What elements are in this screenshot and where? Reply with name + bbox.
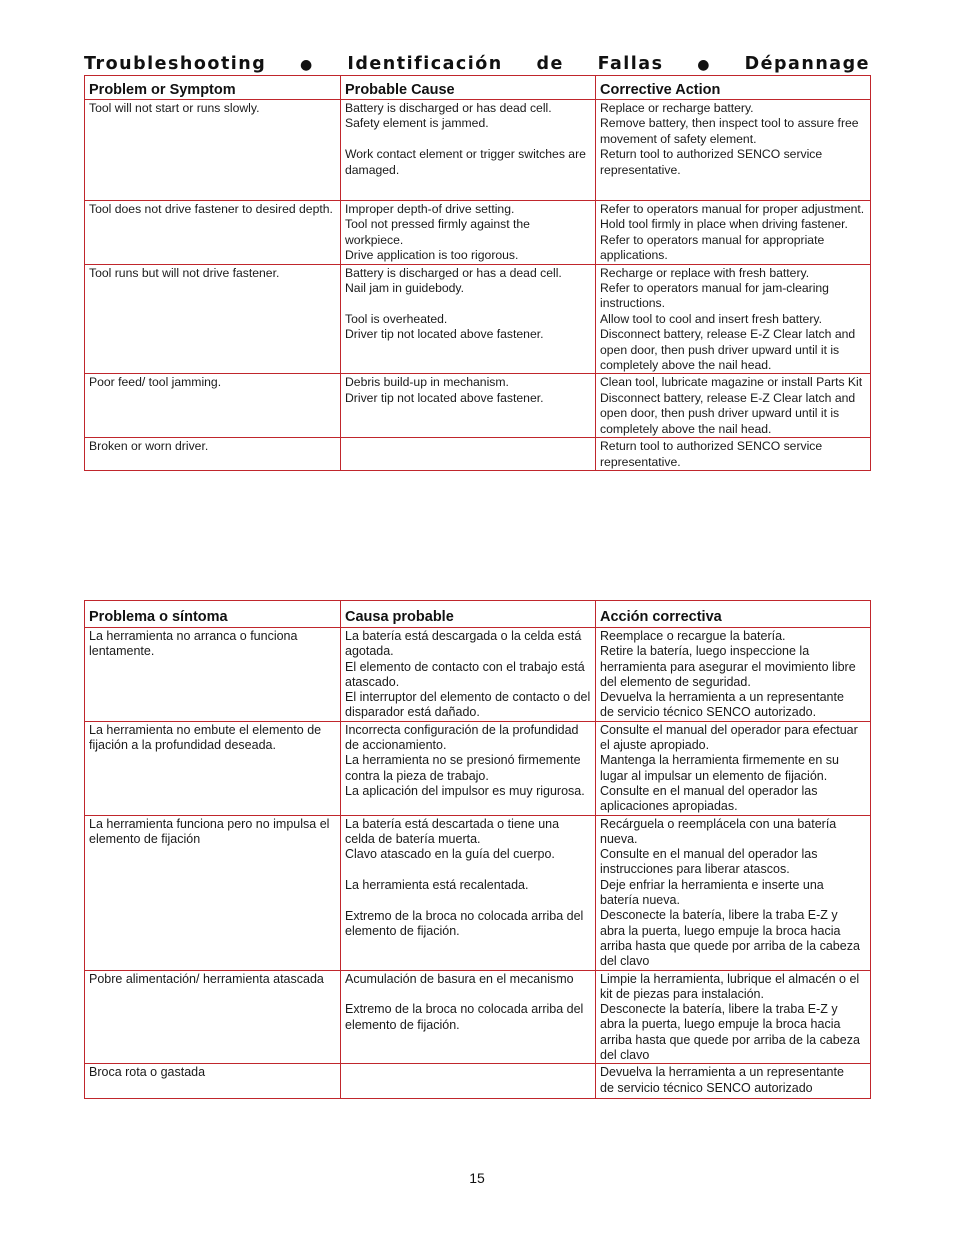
cell-text-line: Desconecte la batería, libere la traba E-Z y [600,1002,838,1017]
header-action: Acción correctiva [596,601,871,628]
cell-text-line: Reemplace o recargue la batería. [600,629,786,643]
cause-cell [341,374,596,438]
cause-cell [341,628,596,722]
cell-text-line: Disconnect battery, release E-Z Clear latch and [600,390,856,405]
heading-separator-2: ● [697,57,711,73]
action-cell [596,201,871,265]
cell-text-line: Mantenga la herramienta firmemente en su [600,753,840,768]
cell-text-line: Tool will not start or runs slowly. [89,101,260,115]
blank-line [345,132,591,147]
cell-text-line: Poor feed/ tool jamming. [89,375,222,390]
action-cell [596,815,871,970]
cell-text-line: La aplicación del impulsor es muy rigurosa. [345,783,585,798]
table-row [85,201,871,265]
table-row [85,815,871,970]
cell-text-line: abra la puerta, luego empuje la broca hacia [600,923,841,938]
table-row [85,100,871,201]
header-action: Corrective Action [596,76,871,100]
cell-text-line: Driver tip not located above fastener. [345,390,544,405]
cell-text-line: Allow tool to cool and insert fresh battery. [600,311,822,326]
cell-text-line: fijación a la profundidad deseada. [89,738,276,753]
cell-text-line: abra la puerta, luego empuje la broca hacia [600,1017,841,1032]
cell-text-line: open door, then push driver upward until it is [600,406,840,421]
cell-text-line: nueva. [600,831,638,846]
problem-cell [85,628,341,722]
cell-text-line: Refer to operators manual for appropriate [600,232,825,247]
cell-text-line: Remove battery, then inspect tool to assure free [600,116,859,131]
cell-text-line: Clavo atascado en la guía del cuerpo. [345,847,555,862]
cell-text-line: instructions. [600,296,666,311]
cell-text-line: Improper depth-of drive setting. [345,202,515,216]
cell-text-line: Incorrecta configuración de la profundidad [345,722,579,737]
cell-text-line: Debris build-up in mechanism. [345,375,509,390]
cell-text-line: Battery is discharged or has dead cell. [345,101,552,115]
problem-cell [85,264,341,374]
cell-text-line: instrucciones para liberar atascos. [600,862,790,877]
table-body [85,100,871,471]
action-cell [596,100,871,201]
cell-text-line: Return tool to authorized SENCO service [600,439,823,454]
table-row [85,1064,871,1099]
problem-cell [85,374,341,438]
cell-text-line: Drive application is too rigorous. [345,248,519,263]
heading-identificacion: Identificación [347,54,503,74]
heading-separator-1: ● [299,57,314,73]
cell-text-line: open door, then push driver upward until it is [600,342,840,357]
problem-cell [85,201,341,265]
cell-text-line: Tool is overheated. [345,311,448,326]
cell-text-line: Recárguela o reemplácela con una batería [600,816,837,831]
cell-text-line: arriba hasta que quede por arriba de la cabeza [600,938,860,953]
table-row [85,438,871,471]
cell-text-line: representative. [600,454,681,469]
cell-text-line: Return tool to authorized SENCO service [600,147,823,162]
cause-cell [341,264,596,374]
header-cause: Probable Cause [341,76,596,100]
problem-cell [85,100,341,201]
cell-text-line: Tool not pressed firmly against the workpiece. [345,217,530,247]
table-row [85,264,871,374]
cell-text-line: Refer to operators manual for proper adjustment. [600,202,865,216]
cell-text-line: La herramienta está recalentada. [345,877,529,892]
cell-text-line: Deje enfriar la herramienta e inserte una [600,877,824,892]
table-header-row [85,601,871,628]
cell-text-line: celda de batería muerta. [345,831,481,846]
cause-cell [341,721,596,815]
cell-text-line: kit de piezas para instalación. [600,986,764,1001]
cell-text-line: La herramienta no embute el elemento de [89,722,322,737]
cell-text-line: Desconecte la batería, libere la traba E-Z y [600,908,838,923]
cell-text-line: applications. [600,248,668,263]
action-cell [596,264,871,374]
cell-text-line: batería nueva. [600,893,680,908]
cell-text-line: completely above the nail head. [600,358,772,373]
blank-line [345,987,591,1002]
cell-text-line: de servicio técnico SENCO autorizado [600,1080,813,1095]
cell-text-line: Devuelva la herramienta a un representante [600,1065,844,1080]
cell-text-line: Extremo de la broca no colocada arriba del [345,908,584,923]
cell-text-line: agotada. [345,644,394,659]
table-row [85,970,871,1064]
troubleshooting-table-spanish [84,600,871,1099]
cell-text-line: lentamente. [89,644,155,659]
heading-depannage: Dépannage [744,54,870,74]
cell-text-line: Acumulación de basura en el mecanismo [345,971,574,986]
cell-text-line: del clavo [600,1048,650,1063]
cell-text-line: Consulte en el manual del operador las [600,847,818,862]
cause-cell [341,815,596,970]
blank-line [345,893,591,908]
cell-text-line: La batería está descartada o tiene una [345,816,560,831]
table-row [85,721,871,815]
heading-fallas: Fallas [597,54,664,74]
action-cell [596,628,871,722]
table-row [85,374,871,438]
table-row [85,628,871,722]
cell-text-line: el ajuste apropiado. [600,738,710,753]
cell-text-line: Disconnect battery, release E-Z Clear latch and [600,327,856,342]
problem-cell [85,1064,341,1099]
cell-text-line: Tool does not drive fastener to desired depth. [89,202,333,216]
cell-text-line: aplicaciones apropiadas. [600,799,738,814]
cell-text-line: de accionamiento. [345,738,447,753]
cell-text-line: Limpie la herramienta, lubrique el almacén o el [600,971,860,986]
cell-text-line: Tool runs but will not drive fastener. [89,265,280,280]
cell-text-line: Refer to operators manual for jam-clearing [600,281,829,296]
cell-text-line: disparador está dañado. [345,705,480,720]
cell-text-line: Extremo de la broca no colocada arriba del [345,1002,584,1017]
cell-text-line: Broca rota o gastada [89,1065,206,1080]
header-problem: Problema o síntoma [85,601,341,628]
cell-text-line: damaged. [345,162,400,177]
cell-text-line: elemento de fijación. [345,923,460,938]
cell-text-line: Safety element is jammed. [345,116,489,131]
blank-line [345,296,591,311]
cell-text-line: completely above the nail head. [600,421,772,436]
cell-text-line: herramienta para asegurar el movimiento libre [600,659,856,674]
problem-cell [85,721,341,815]
cell-text-line: elemento de fijación. [345,1017,460,1032]
cell-text-line: Driver tip not located above fastener. [345,327,544,342]
cell-text-line: La herramienta no se presionó firmemente [345,753,581,768]
blank-line [345,862,591,877]
cell-text-line: arriba hasta que quede por arriba de la cabeza [600,1032,860,1047]
heading-de: de [536,54,564,74]
table-body [85,628,871,1099]
cell-text-line: del elemento de seguridad. [600,674,751,689]
cell-text-line: de servicio técnico SENCO autorizado. [600,705,817,720]
cell-text-line: del clavo [600,954,650,969]
cell-text-line: atascado. [345,674,400,689]
problem-cell [85,438,341,471]
cause-cell [341,970,596,1064]
cell-text-line: La herramienta funciona pero no impulsa el [89,816,330,831]
cell-text-line: La batería está descargada o la celda está [345,629,582,643]
cell-text-line: Devuelva la herramienta a un representante [600,690,844,705]
header-problem: Problem or Symptom [85,76,341,100]
cell-text-line: Battery is discharged or has a dead cell. [345,265,562,280]
cell-text-line: Nail jam in guidebody. [345,281,465,296]
cause-cell [341,438,596,471]
problem-cell [85,970,341,1064]
cell-text-line: Consulte en el manual del operador las [600,783,818,798]
cell-text-line: movement of safety element. [600,131,757,146]
page-heading [84,54,870,74]
cell-text-line: Replace or recharge battery. [600,101,754,115]
cell-text-line: lugar al impulsar un elemento de fijación. [600,768,828,783]
cell-text-line: El elemento de contacto con el trabajo está [345,659,585,674]
cause-cell [341,100,596,201]
page-number: 15 [469,1170,485,1186]
table-header-row [85,76,871,100]
cell-text-line: La herramienta no arranca o funciona [89,629,298,643]
action-cell [596,438,871,471]
cell-text-line: Clean tool, lubricate magazine or install Parts Kit [600,375,863,390]
cell-text-line: Broken or worn driver. [89,439,209,454]
header-cause: Causa probable [341,601,596,628]
cell-text-line: Work contact element or trigger switches are [345,147,586,162]
action-cell [596,374,871,438]
cause-cell [341,1064,596,1099]
troubleshooting-table-english [84,75,871,471]
problem-cell [85,815,341,970]
action-cell [596,1064,871,1099]
cell-text-line: representative. [600,162,681,177]
cell-text-line: Pobre alimentación/ herramienta atascada [89,971,324,986]
cell-text-line: El interruptor del elemento de contacto o del [345,690,591,705]
cell-text-line: elemento de fijación [89,831,201,846]
cell-text-line: Consulte el manual del operador para efectuar [600,722,858,737]
cause-cell [341,201,596,265]
action-cell [596,970,871,1064]
action-cell [596,721,871,815]
cell-text-line: Recharge or replace with fresh battery. [600,265,810,280]
cell-text-line: Retire la batería, luego inspeccione la [600,644,810,659]
cell-text-line: Hold tool firmly in place when driving fastener. [600,217,848,232]
heading-troubleshooting: Troubleshooting [84,54,267,74]
cell-text-line: contra la pieza de trabajo. [345,768,489,783]
